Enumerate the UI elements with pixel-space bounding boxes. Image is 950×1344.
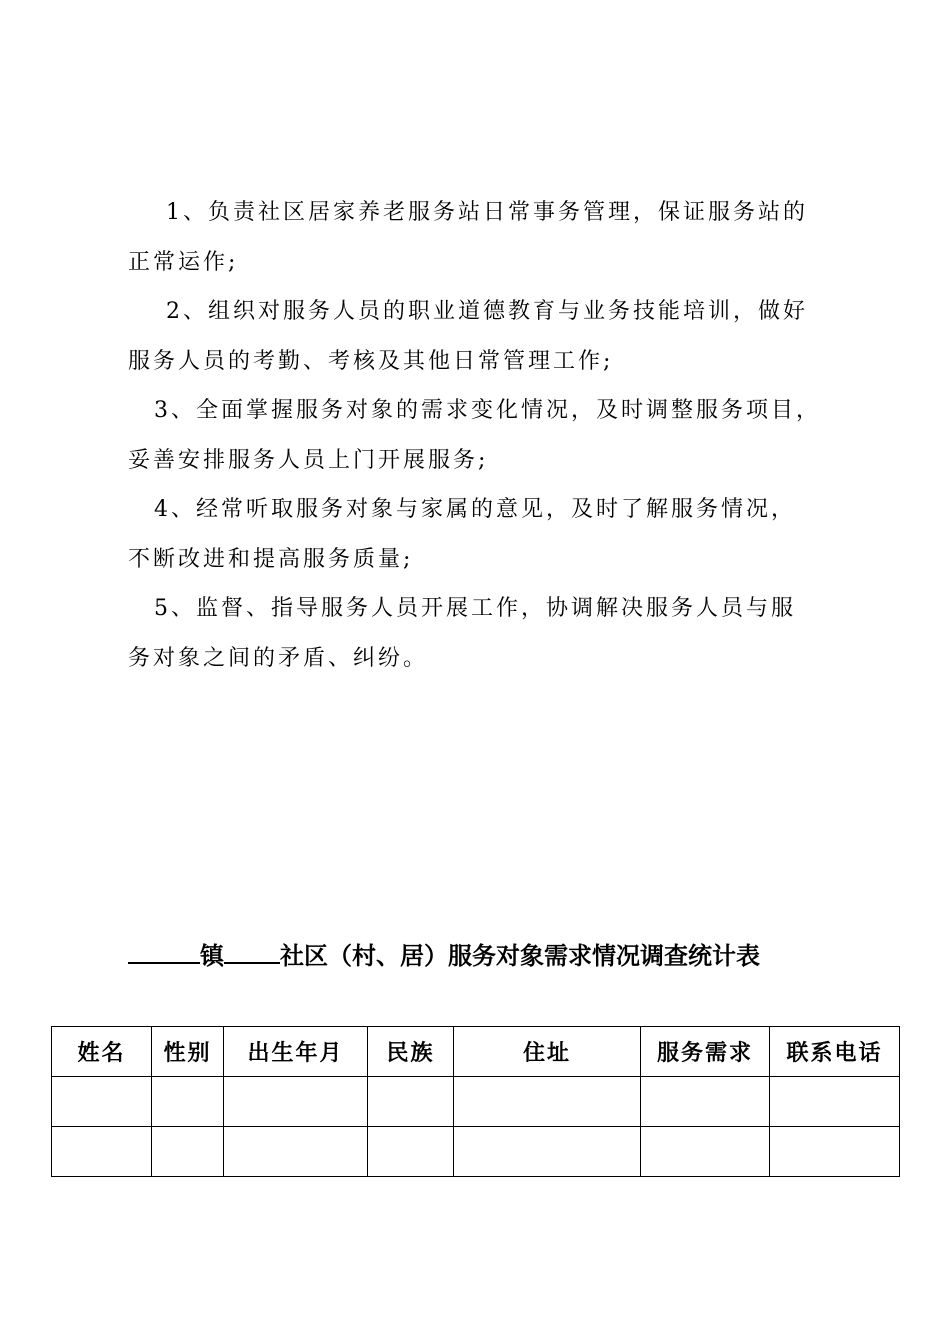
table-cell[interactable] — [152, 1127, 224, 1177]
header-name: 姓名 — [52, 1027, 152, 1077]
duty-list — [128, 188, 828, 683]
header-birth: 出生年月 — [224, 1027, 368, 1077]
duty-4-line-2: 不断改进和提高服务质量; — [128, 546, 414, 572]
table-cell[interactable] — [368, 1077, 454, 1127]
duty-1-line-1: 1、负责社区居家养老服务站日常事务管理，保证服务站的 — [166, 200, 808, 225]
table-cell[interactable] — [454, 1077, 641, 1127]
table-cell[interactable] — [224, 1077, 368, 1127]
town-blank — [128, 936, 200, 964]
header-ethnicity: 民族 — [368, 1027, 454, 1077]
table-cell[interactable] — [152, 1077, 224, 1127]
duty-2-line-2: 服务人员的考勤、考核及其他日常管理工作; — [128, 348, 614, 374]
duty-1-line-2: 正常运作; — [128, 249, 239, 275]
duty-item-1 — [128, 188, 828, 287]
table-cell[interactable] — [641, 1127, 770, 1177]
table-cell[interactable] — [770, 1127, 900, 1177]
survey-title — [128, 936, 848, 974]
table-row — [52, 1127, 900, 1177]
table-cell[interactable] — [52, 1127, 152, 1177]
community-blank — [224, 936, 280, 964]
duty-3-line-2: 妥善安排服务人员上门开展服务; — [128, 447, 489, 473]
header-address: 住址 — [454, 1027, 641, 1077]
table-cell[interactable] — [770, 1077, 900, 1127]
duty-2-line-1: 2、组织对服务人员的职业道德教育与业务技能培训，做好 — [166, 299, 808, 324]
header-phone: 联系电话 — [770, 1027, 900, 1077]
header-gender: 性别 — [152, 1027, 224, 1077]
table-cell[interactable] — [52, 1077, 152, 1127]
duty-3-line-1: 3、全面掌握服务对象的需求变化情况，及时调整服务项目， — [154, 398, 821, 423]
duty-5-line-1: 5、监督、指导服务人员开展工作，协调解决服务人员与服 — [154, 596, 796, 621]
duty-item-3 — [128, 386, 828, 485]
table-cell[interactable] — [454, 1127, 641, 1177]
duty-item-2 — [128, 287, 828, 386]
duty-5-line-2: 务对象之间的矛盾、纠纷。 — [128, 645, 429, 671]
table-cell[interactable] — [368, 1127, 454, 1177]
duty-4-line-1: 4、经常听取服务对象与家属的意见，及时了解服务情况， — [154, 497, 796, 522]
table-header-row — [52, 1027, 900, 1077]
table-cell[interactable] — [224, 1127, 368, 1177]
survey-title-rest: 社区（村、居）服务对象需求情况调查统计表 — [280, 942, 760, 970]
duty-item-5 — [128, 584, 828, 683]
header-service-need: 服务需求 — [641, 1027, 770, 1077]
table-cell[interactable] — [641, 1077, 770, 1127]
survey-table — [51, 1026, 900, 1177]
table-row — [52, 1077, 900, 1127]
duty-item-4 — [128, 485, 828, 584]
survey-title-town: 镇 — [200, 942, 224, 970]
